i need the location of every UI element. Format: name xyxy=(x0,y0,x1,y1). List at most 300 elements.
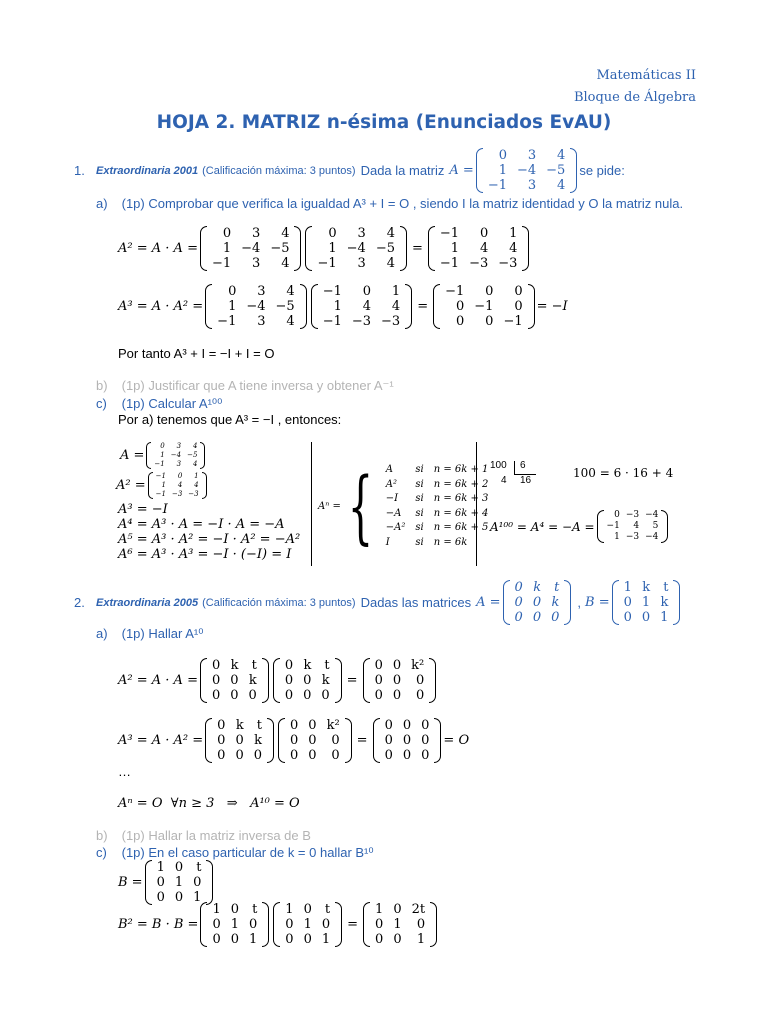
bracket-right xyxy=(300,284,307,329)
case-cell: n = 6k xyxy=(433,536,468,548)
bracket-right xyxy=(434,718,441,763)
matrix-cell: 1 xyxy=(641,595,651,610)
matrix-cell: 0 xyxy=(217,733,226,748)
matrix-cell: 0 xyxy=(284,658,294,673)
lhs: A = xyxy=(120,448,145,463)
matrix-cell: −1 xyxy=(503,314,523,329)
A100-result xyxy=(490,510,670,543)
bracket-left xyxy=(273,902,280,947)
exercise-calification: (Calificación máxima: 3 puntos) xyxy=(202,596,356,609)
ex1-A2-computation: A² = A · A = 0 3 4 1 −4 −5 −1 3 4 0 3 4 1 −4 −5 −1 3 4 = −1 0 1 1 4 4 −1 −3 −3 xyxy=(118,226,531,271)
case-cell: −I xyxy=(385,493,399,504)
matrix-cell: 4 xyxy=(281,226,290,241)
case-cell: A² xyxy=(385,478,397,490)
small-A xyxy=(120,442,207,469)
bracket-left xyxy=(205,718,212,763)
matrix-cell: 4 xyxy=(386,256,395,271)
ex1-A3-computation: A³ = A · A² = 0 3 4 1 −4 −5 −1 3 4 −1 0 1 1 4 4 −1 −3 −3 = −1 0 0 0 −1 0 0 0 −1 = −I xyxy=(118,284,568,329)
matrix-A xyxy=(200,226,302,271)
bracket-left xyxy=(428,226,435,271)
matrix-cell: 0 xyxy=(290,733,299,748)
matrix-entries xyxy=(212,284,300,329)
matrix-cell: −3 xyxy=(171,490,183,498)
matrix-cell: 1 xyxy=(328,241,337,256)
matrix-cell: k xyxy=(303,658,312,673)
matrix-cell: 0 xyxy=(230,688,239,703)
matrix-cell: 0 xyxy=(235,748,244,763)
matrix-cell: 0 xyxy=(230,902,240,917)
matrix-cell: 0 xyxy=(456,314,465,329)
bracket-right xyxy=(335,902,342,947)
matrix-entries xyxy=(152,860,207,905)
matrix-cell: 1 xyxy=(416,932,426,947)
lhs: Aⁿ = xyxy=(318,501,341,512)
matrix-cell: 0 xyxy=(290,748,299,763)
bracket-right xyxy=(202,472,207,499)
matrix-cell: −1 xyxy=(606,521,620,531)
part-text: (1p) En el caso particular de k = 0 hallar B¹⁰ xyxy=(121,845,374,860)
matrix-cell: 0 xyxy=(374,688,383,703)
matrix-cell: 4 xyxy=(177,481,183,489)
exercise-source: Extraordinaria 2001 xyxy=(96,164,199,177)
matrix-cell: −4 xyxy=(516,163,537,178)
part-a-2 xyxy=(96,626,203,642)
bracket-right xyxy=(267,718,274,763)
matrix-cell: 0 xyxy=(392,658,402,673)
exercise-source: Extraordinaria 2005 xyxy=(96,596,199,609)
bracket-right xyxy=(405,284,412,329)
lhs: A² = xyxy=(116,478,146,493)
matrix-cell: 0 xyxy=(222,226,232,241)
bracket-right xyxy=(430,902,437,947)
bracket-left xyxy=(612,580,619,625)
matrix-cell: 0 xyxy=(308,748,317,763)
matrix-cell: 0 xyxy=(156,875,165,890)
bracket-right xyxy=(522,226,529,271)
matrix-cell: 0 xyxy=(384,748,393,763)
divider xyxy=(311,442,312,566)
matrix-A3 xyxy=(433,284,535,329)
matrix-cell: 4 xyxy=(479,241,489,256)
matrix-B0 xyxy=(145,860,214,905)
matrix-name: B = xyxy=(585,595,610,610)
matrix-cell: 4 xyxy=(362,299,372,314)
matrix-cell: −1 xyxy=(322,314,342,329)
case-cell: n = 6k + 2 xyxy=(433,478,489,490)
bracket-right xyxy=(528,284,535,329)
matrix-cell: t xyxy=(324,658,330,673)
ex2-A3-computation: A³ = A · A² = 0 k t 0 0 k 0 0 0 0 0 k² 0 0 0 0 0 0 = 0 0 0 0 0 0 0 0 0 = O xyxy=(118,718,470,763)
matrix-cell: 0 xyxy=(384,733,393,748)
matrix-cell: 1 xyxy=(509,226,518,241)
matrix-cell: 0 xyxy=(392,688,402,703)
bracket-right xyxy=(564,580,571,625)
matrix-cell: 1 xyxy=(212,902,221,917)
part-text: (1p) Calcular A¹⁰⁰ xyxy=(121,396,223,411)
ex1-conclusion: Por tanto A³ + I = −I + I = O xyxy=(118,346,275,361)
matrix-cell: t xyxy=(663,580,669,595)
bracket-right xyxy=(570,148,577,193)
matrix-cell: −1 xyxy=(155,472,166,480)
matrix-cell: k xyxy=(642,580,651,595)
matrix-A xyxy=(146,442,205,469)
matrix-cell: 0 xyxy=(211,688,221,703)
matrix-cell: 3 xyxy=(357,226,366,241)
matrix-cell: 4 xyxy=(509,241,518,256)
bracket-right xyxy=(294,226,301,271)
case-cell: A xyxy=(385,464,393,475)
matrix-cell: 0 xyxy=(177,472,183,480)
part-label: c) xyxy=(96,845,107,860)
bracket-left xyxy=(205,284,212,329)
power-line: A⁵ = A³ · A² = −I · A² = −A² xyxy=(118,532,301,547)
matrix-cell: 4 xyxy=(557,178,566,193)
matrix-cell: 0 xyxy=(160,442,165,450)
matrix-cell: 4 xyxy=(286,314,295,329)
lhs: A³ = A · A² = xyxy=(118,733,204,748)
matrix-cell: 0 xyxy=(402,718,412,733)
bracket-left xyxy=(476,148,483,193)
matrix-A xyxy=(205,284,307,329)
case-cell: n = 6k + 1 xyxy=(433,464,489,475)
power-line: A⁶ = A³ · A³ = −I · (−I) = I xyxy=(118,547,292,562)
matrix-cell: −3 xyxy=(625,532,640,542)
bracket-left xyxy=(200,658,207,703)
matrix-cell: 1 xyxy=(614,532,620,542)
case-cell: −A xyxy=(385,507,402,519)
matrix-cell: 0 xyxy=(321,688,330,703)
matrix-cell: k xyxy=(235,718,244,733)
bracket-left xyxy=(311,284,318,329)
matrix-entries xyxy=(435,226,523,271)
part-c-2 xyxy=(96,845,374,861)
matrix-cell: 4 xyxy=(391,299,401,314)
rhs: = −I xyxy=(536,299,568,314)
header-subject: Matemáticas II xyxy=(596,68,696,83)
matrix-cell: 4 xyxy=(281,256,290,271)
matrix-cell: 0 xyxy=(392,673,402,688)
matrix-cell: 4 xyxy=(557,148,566,163)
matrix-cell: 0 xyxy=(193,875,202,890)
matrix-entries xyxy=(483,148,571,193)
rhs: = O xyxy=(443,733,470,748)
matrix-cell: −1 xyxy=(439,256,460,271)
matrix-negA xyxy=(597,510,669,543)
case-cell: n = 6k + 3 xyxy=(433,493,489,504)
matrix-cell: t xyxy=(324,902,331,917)
matrix-entries xyxy=(370,902,430,947)
matrix-cell: 0 xyxy=(212,932,221,947)
matrix-cell: 0 xyxy=(374,673,383,688)
matrix-cell: 0 xyxy=(514,284,523,299)
matrix-name: A = xyxy=(476,595,501,610)
bracket-right xyxy=(673,580,680,625)
division-result: 100 = 6 · 16 + 4 xyxy=(573,466,674,480)
matrix-cell: 4 xyxy=(194,481,199,489)
matrix-cell: 0 xyxy=(485,284,494,299)
matrix-cell: 0 xyxy=(230,932,240,947)
matrix-cell: 0 xyxy=(623,610,632,625)
bracket-left xyxy=(503,580,510,625)
case-cell: si xyxy=(415,536,424,548)
matrix-cell: 0 xyxy=(331,748,340,763)
case-cell: I xyxy=(385,536,390,548)
matrix-cell: t xyxy=(196,860,202,875)
part-text: (1p) Hallar A¹⁰ xyxy=(121,626,204,641)
matrix-cell: 1 xyxy=(333,299,342,314)
matrix-cell: 0 xyxy=(514,580,523,595)
matrix-entries xyxy=(207,902,262,947)
matrix-cell: k xyxy=(551,595,560,610)
matrix-cell: 1 xyxy=(249,932,258,947)
separator: , xyxy=(577,595,582,610)
matrix-cell: 3 xyxy=(176,460,182,468)
bracket-left xyxy=(278,718,285,763)
matrix-entries xyxy=(619,580,674,625)
exercise-intro: Dadas las matrices xyxy=(360,595,472,610)
part-label: b) xyxy=(96,828,108,843)
matrix-cell: 0 xyxy=(249,917,258,932)
matrix-cell: 0 xyxy=(308,733,317,748)
exercise-calification: (Calificación máxima: 3 puntos) xyxy=(202,164,356,177)
matrix-A2 xyxy=(148,472,207,499)
matrix-cell: 0 xyxy=(514,610,523,625)
quotient: 16 xyxy=(520,475,532,486)
matrix-cell: 0 xyxy=(374,658,383,673)
matrix-cell: −3 xyxy=(498,256,518,271)
header-block: Bloque de Álgebra xyxy=(573,90,696,105)
exercise-number: 2. xyxy=(74,595,85,610)
case-cell: si xyxy=(415,493,424,504)
matrix-cell: 0 xyxy=(284,688,294,703)
matrix-entries xyxy=(380,718,435,763)
matrix-entries xyxy=(370,658,430,703)
part-label: c) xyxy=(96,396,107,411)
bracket-left xyxy=(373,718,380,763)
matrix-cell: k xyxy=(533,580,542,595)
matrix-cell: −1 xyxy=(154,460,165,468)
matrix-cell: 0 xyxy=(303,673,312,688)
matrix-cell: 1 xyxy=(498,163,507,178)
matrix-cell: 0 xyxy=(375,932,384,947)
matrix-cell: 4 xyxy=(286,284,295,299)
matrix-cell: k² xyxy=(326,718,340,733)
matrix-A2 xyxy=(278,718,352,763)
matrix-cell: 0 xyxy=(174,860,184,875)
matrix-cell: 0 xyxy=(303,688,312,703)
matrix-entries xyxy=(280,658,335,703)
case-cell: si xyxy=(415,507,424,519)
matrix-name: A = xyxy=(449,163,474,178)
exercise-2-statement xyxy=(74,580,682,625)
matrix-cell: 0 xyxy=(532,595,542,610)
matrix-cell: 0 xyxy=(303,902,312,917)
bracket-left xyxy=(200,226,207,271)
small-A2 xyxy=(116,472,209,499)
case-cell: n = 6k + 5 xyxy=(433,522,489,533)
matrix-cell: 0 xyxy=(235,733,244,748)
matrix-cell: 3 xyxy=(257,314,266,329)
matrix-cell: 0 xyxy=(415,688,425,703)
matrix-cell: 4 xyxy=(633,521,640,531)
matrix-cell: 0 xyxy=(362,284,372,299)
bracket-right xyxy=(262,902,269,947)
matrix-cell: 0 xyxy=(303,932,312,947)
matrix-entries xyxy=(510,580,565,625)
matrix-cell: 0 xyxy=(551,610,560,625)
matrix-cell: 3 xyxy=(252,226,261,241)
matrix-cell: 0 xyxy=(328,226,337,241)
bracket-right xyxy=(335,658,342,703)
matrix-cell: 1 xyxy=(321,932,331,947)
case-cell: n = 6k + 4 xyxy=(433,507,489,519)
exercise-number: 1. xyxy=(74,163,85,178)
ex2-B xyxy=(118,860,215,905)
matrix-cell: 0 xyxy=(331,733,340,748)
matrix-cell: 4 xyxy=(386,226,395,241)
matrix-cell: −3 xyxy=(625,510,640,520)
page-title: HOJA 2. MATRIZ n-ésima (Enunciados EvAU) xyxy=(156,112,612,133)
matrix-cell: −3 xyxy=(381,314,401,329)
matrix-cell: 1 xyxy=(391,284,401,299)
matrix-cell: k xyxy=(248,673,257,688)
bracket-right xyxy=(262,658,269,703)
matrix-entries xyxy=(285,718,345,763)
part-label: a) xyxy=(96,626,108,641)
matrix-cell: −5 xyxy=(375,241,395,256)
matrix-cell: 0 xyxy=(421,733,430,748)
matrix-cell: −1 xyxy=(445,284,465,299)
matrix-cell: 1 xyxy=(450,241,460,256)
matrix-entries xyxy=(312,226,400,271)
matrix-cell: 0 xyxy=(285,932,294,947)
exercise-tail: se pide: xyxy=(579,163,625,178)
matrix-cell: 0 xyxy=(211,658,221,673)
part-label: a) xyxy=(96,196,108,211)
matrix-entries xyxy=(153,472,202,499)
matrix-cell: 1 xyxy=(285,902,294,917)
matrix-cell: 1 xyxy=(193,890,202,905)
matrix-cell: −1 xyxy=(322,284,342,299)
An-cases xyxy=(318,459,494,553)
matrix-entries xyxy=(280,902,335,947)
part-text: (1p) Comprobar que verifica la igualdad A³ + I = O , siendo I la matriz identidad y O la matriz nula. xyxy=(121,196,684,211)
matrix-cell: 0 xyxy=(416,917,426,932)
divisor: 6 xyxy=(520,460,526,471)
case-cell: si xyxy=(415,478,424,490)
power-line: A⁴ = A³ · A = −I · A = −A xyxy=(118,517,285,532)
matrix-cell: −3 xyxy=(469,256,489,271)
matrix-cell: −5 xyxy=(546,163,566,178)
matrix-cell: −5 xyxy=(270,241,290,256)
matrix-A2 xyxy=(363,658,437,703)
matrix-cell: 3 xyxy=(257,284,266,299)
matrix-cell: −1 xyxy=(487,178,507,193)
bracket-right xyxy=(400,226,407,271)
matrix-cell: 0 xyxy=(532,610,542,625)
matrix-cell: −5 xyxy=(187,451,198,459)
matrix-cell: 0 xyxy=(217,748,226,763)
matrix-cell: 1 xyxy=(194,472,199,480)
matrix-cell: 0 xyxy=(375,917,384,932)
matrix-cell: t xyxy=(251,658,257,673)
matrix-entries xyxy=(207,658,262,703)
matrix-cell: 0 xyxy=(308,718,317,733)
matrix-cell: 0 xyxy=(421,748,430,763)
matrix-cell: 0 xyxy=(174,890,184,905)
matrix-cell: 4 xyxy=(192,442,198,450)
matrix-cell: 1 xyxy=(660,610,669,625)
bracket-right xyxy=(206,860,213,905)
part-a-1 xyxy=(96,196,683,211)
matrix-cell: 3 xyxy=(527,148,537,163)
matrix-cell: 0 xyxy=(641,610,651,625)
matrix-cell: 1 xyxy=(230,917,240,932)
lhs: A³ = A · A² = xyxy=(118,299,204,314)
long-division xyxy=(490,460,540,490)
bracket-left xyxy=(200,902,207,947)
matrix-cell: −4 xyxy=(241,241,261,256)
matrix-cell: −1 xyxy=(317,256,337,271)
matrix-cell: 0 xyxy=(479,226,489,241)
matrix-entries xyxy=(440,284,528,329)
matrix-cell: 0 xyxy=(498,148,507,163)
exercise-intro: Dada la matriz xyxy=(360,163,445,178)
lhs: B² = B · B = xyxy=(118,917,199,932)
matrix-entries xyxy=(151,442,200,469)
matrix-cell: 3 xyxy=(527,178,537,193)
part-text: (1p) Hallar la matriz inversa de B xyxy=(121,828,311,843)
matrix-cell: t xyxy=(554,580,560,595)
matrix-cell: 0 xyxy=(156,890,165,905)
matrix-cell: 0 xyxy=(421,718,430,733)
matrix-cell: −3 xyxy=(351,314,372,329)
matrix-cell: 4 xyxy=(192,460,198,468)
matrix-B0 xyxy=(273,902,342,947)
matrix-cell: −4 xyxy=(170,451,182,459)
matrix-entries xyxy=(604,510,662,543)
case-cell: −A² xyxy=(385,522,406,533)
matrix-B xyxy=(612,580,681,625)
matrix-A xyxy=(205,718,274,763)
part-label: b) xyxy=(96,378,108,393)
matrix-entries xyxy=(318,284,406,329)
matrix-A xyxy=(200,658,269,703)
matrix-cell: 0 xyxy=(211,673,221,688)
matrix-cell: −4 xyxy=(246,299,266,314)
matrix-A2 xyxy=(311,284,413,329)
matrix-cell: −3 xyxy=(188,490,199,498)
matrix-cell: 0 xyxy=(393,932,402,947)
matrix-cell: 0 xyxy=(402,748,412,763)
bracket-left xyxy=(305,226,312,271)
matrix-cell: −4 xyxy=(645,532,659,542)
brace-icon: { xyxy=(347,459,374,553)
matrix-entries xyxy=(212,718,267,763)
matrix-A2 xyxy=(428,226,530,271)
matrix-cell: 0 xyxy=(285,917,294,932)
lhs: A² = A · A = xyxy=(118,241,198,256)
matrix-A xyxy=(476,148,578,193)
matrix-A xyxy=(503,580,572,625)
matrix-cell: −1 xyxy=(155,490,166,498)
part-c-1 xyxy=(96,396,222,412)
matrix-cell: 3 xyxy=(357,256,366,271)
matrix-cell: −1 xyxy=(474,299,494,314)
matrix-cell: 0 xyxy=(614,510,620,520)
matrix-cell: k² xyxy=(411,658,425,673)
matrix-cell: t xyxy=(252,902,258,917)
